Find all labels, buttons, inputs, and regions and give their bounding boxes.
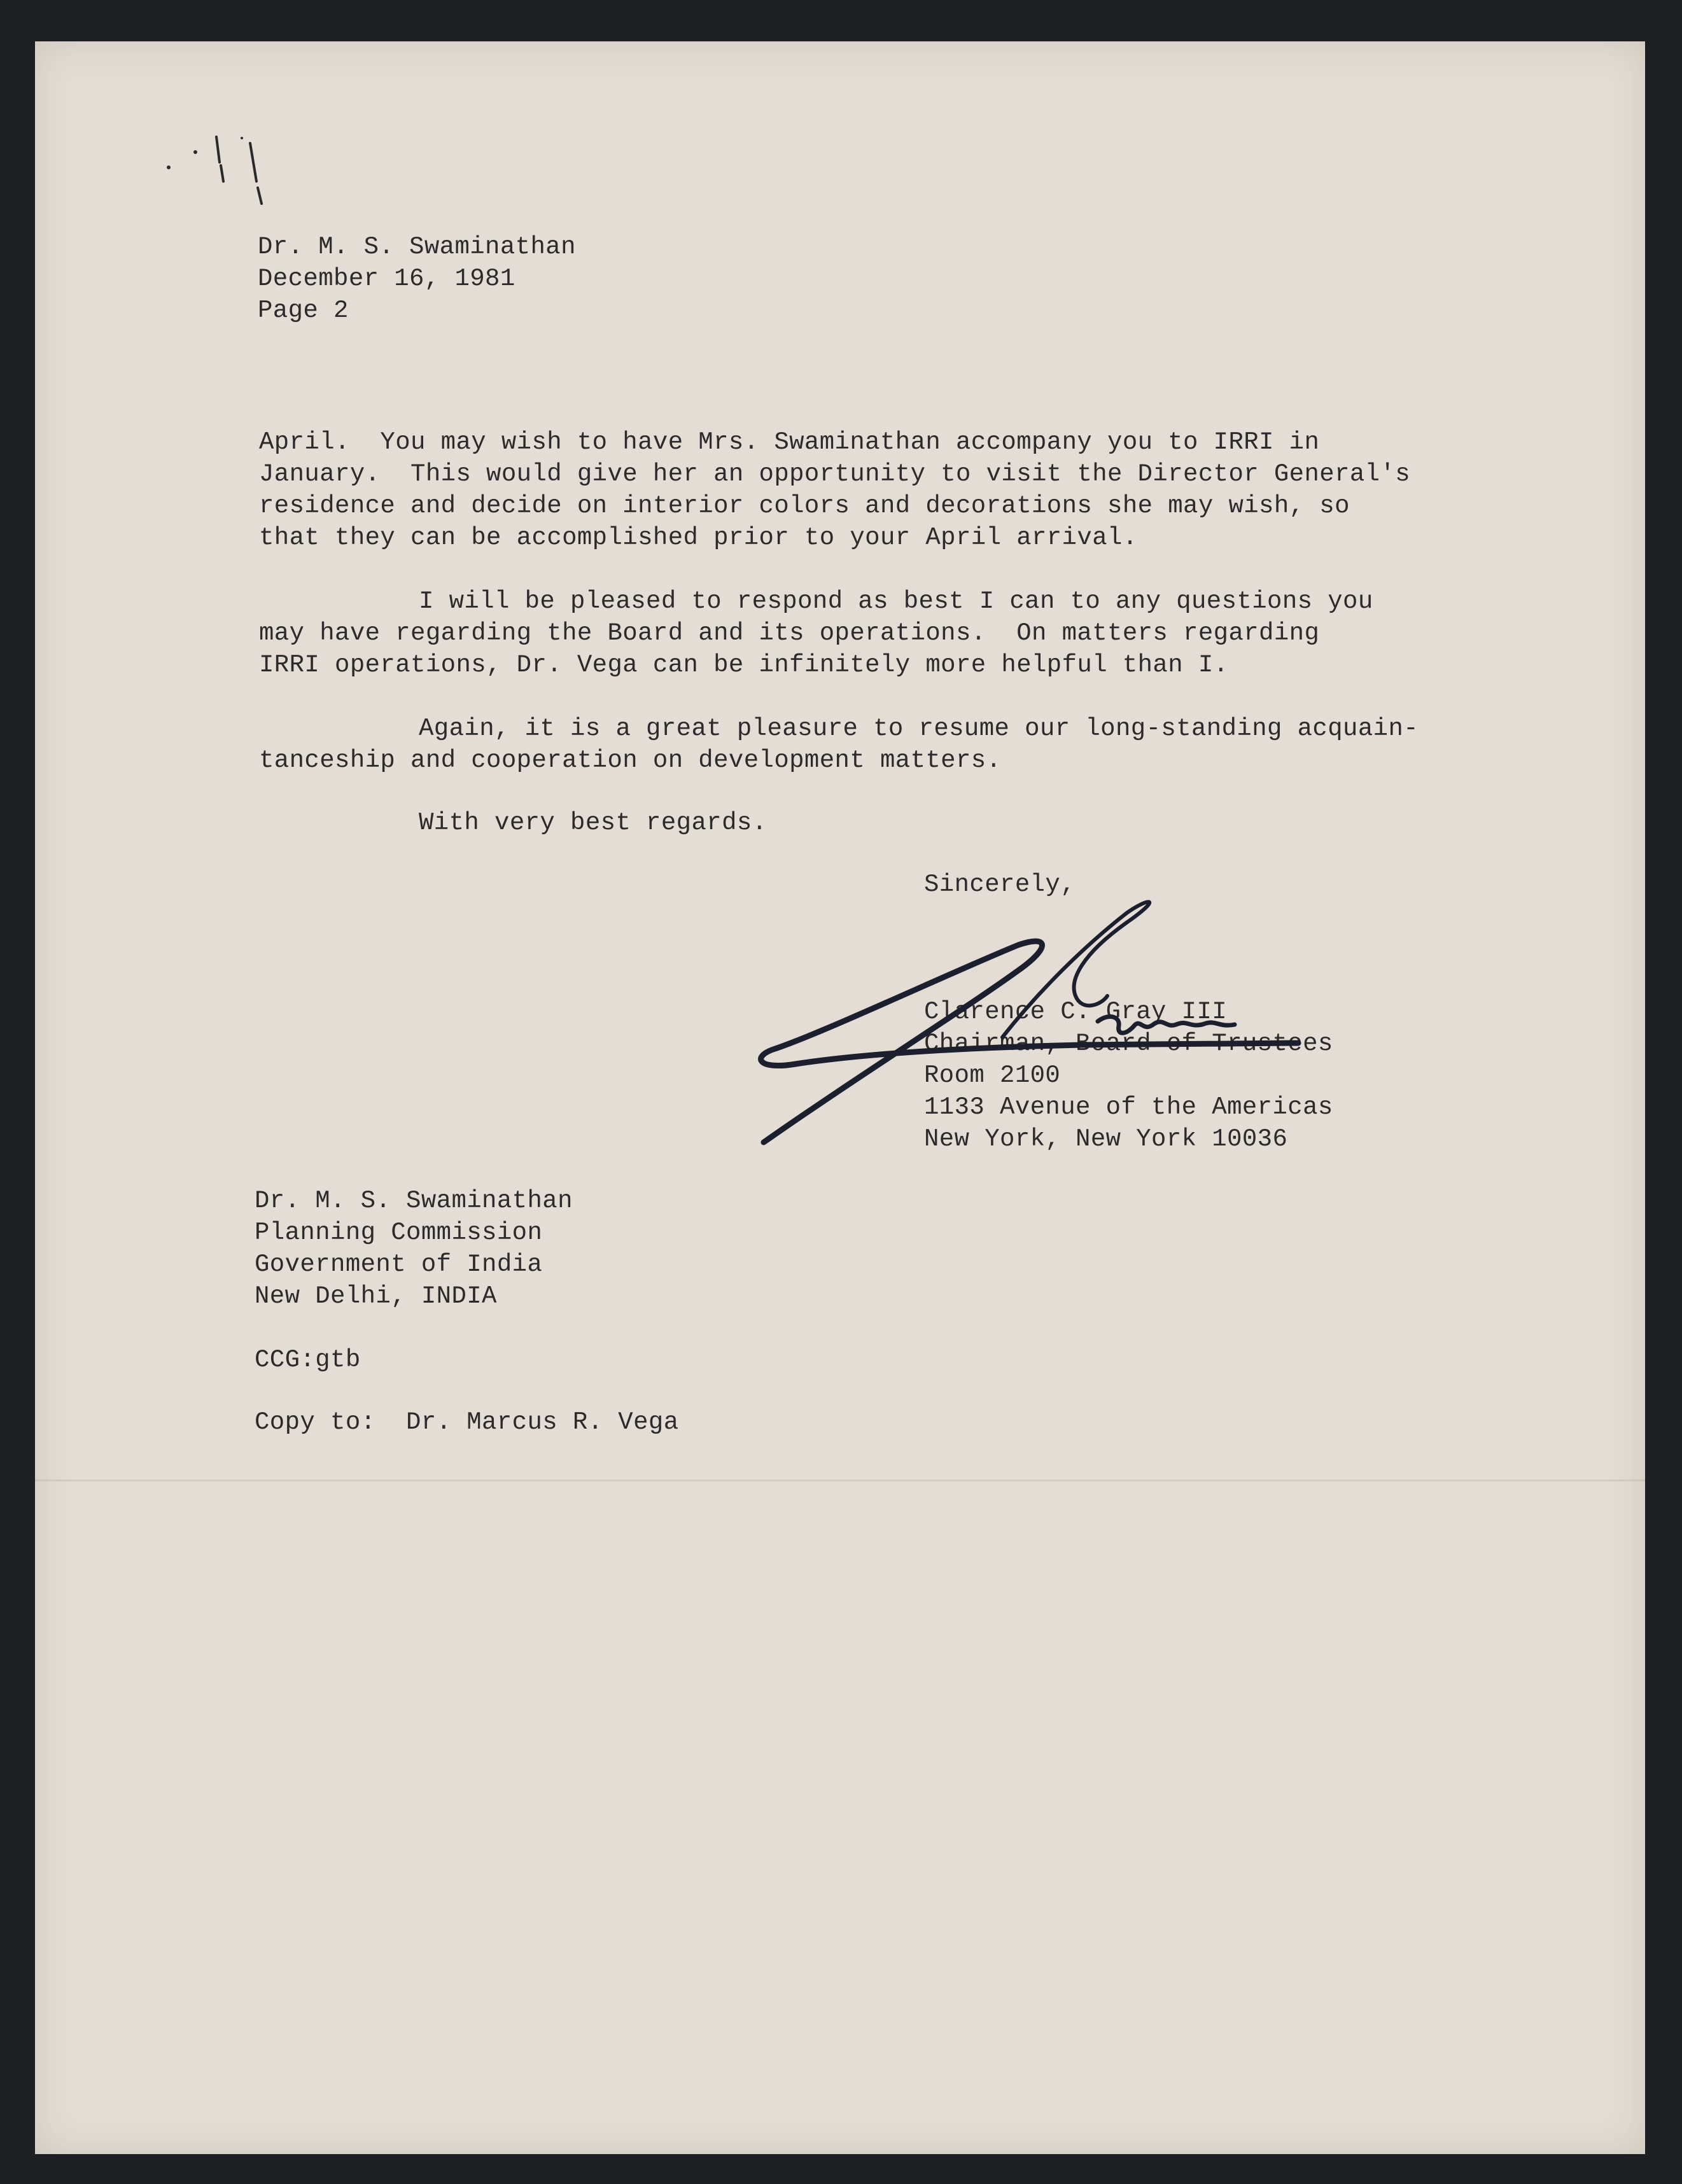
body-line: residence and decide on interior colors and decorations she may wish, so [259, 492, 1350, 520]
closing-salutation: Sincerely, [924, 871, 1076, 899]
header-page: Page 2 [258, 297, 349, 325]
signer-room: Room 2100 [924, 1061, 1061, 1089]
header-date: December 16, 1981 [258, 265, 515, 293]
address-line: Planning Commission [255, 1219, 543, 1247]
reference-initials: CCG:gtb [255, 1346, 361, 1374]
letter-page [35, 41, 1645, 2154]
closing-regards: With very best regards. [419, 809, 767, 837]
body-line: April. You may wish to have Mrs. Swaminathan accompany you to IRRI in [259, 428, 1320, 456]
signer-name: Clarence C. Gray III [924, 998, 1228, 1026]
body-line: Again, it is a great pleasure to resume our long-standing acquain- [419, 715, 1419, 743]
body-line: January. This would give her an opportunity to visit the Director General's [259, 460, 1411, 488]
header-recipient: Dr. M. S. Swaminathan [258, 233, 576, 261]
paper-fold [35, 1480, 1645, 1481]
body-line: may have regarding the Board and its operations. On matters regarding [259, 619, 1320, 647]
address-line: Government of India [255, 1250, 543, 1278]
signer-street: 1133 Avenue of the Americas [924, 1093, 1333, 1121]
address-line: Dr. M. S. Swaminathan [255, 1187, 573, 1215]
signature [751, 885, 1317, 1152]
body-line: I will be pleased to respond as best I can to any questions you [419, 587, 1373, 615]
signer-title: Chairman, Board of Trustees [924, 1030, 1333, 1058]
signer-city: New York, New York 10036 [924, 1125, 1288, 1153]
address-line: New Delhi, INDIA [255, 1282, 497, 1310]
body-line: that they can be accomplished prior to your April arrival. [259, 524, 1138, 552]
body-line: tanceship and cooperation on development matters. [259, 746, 1002, 774]
body-line: IRRI operations, Dr. Vega can be infinitely more helpful than I. [259, 651, 1229, 679]
copy-to: Copy to: Dr. Marcus R. Vega [255, 1408, 679, 1436]
